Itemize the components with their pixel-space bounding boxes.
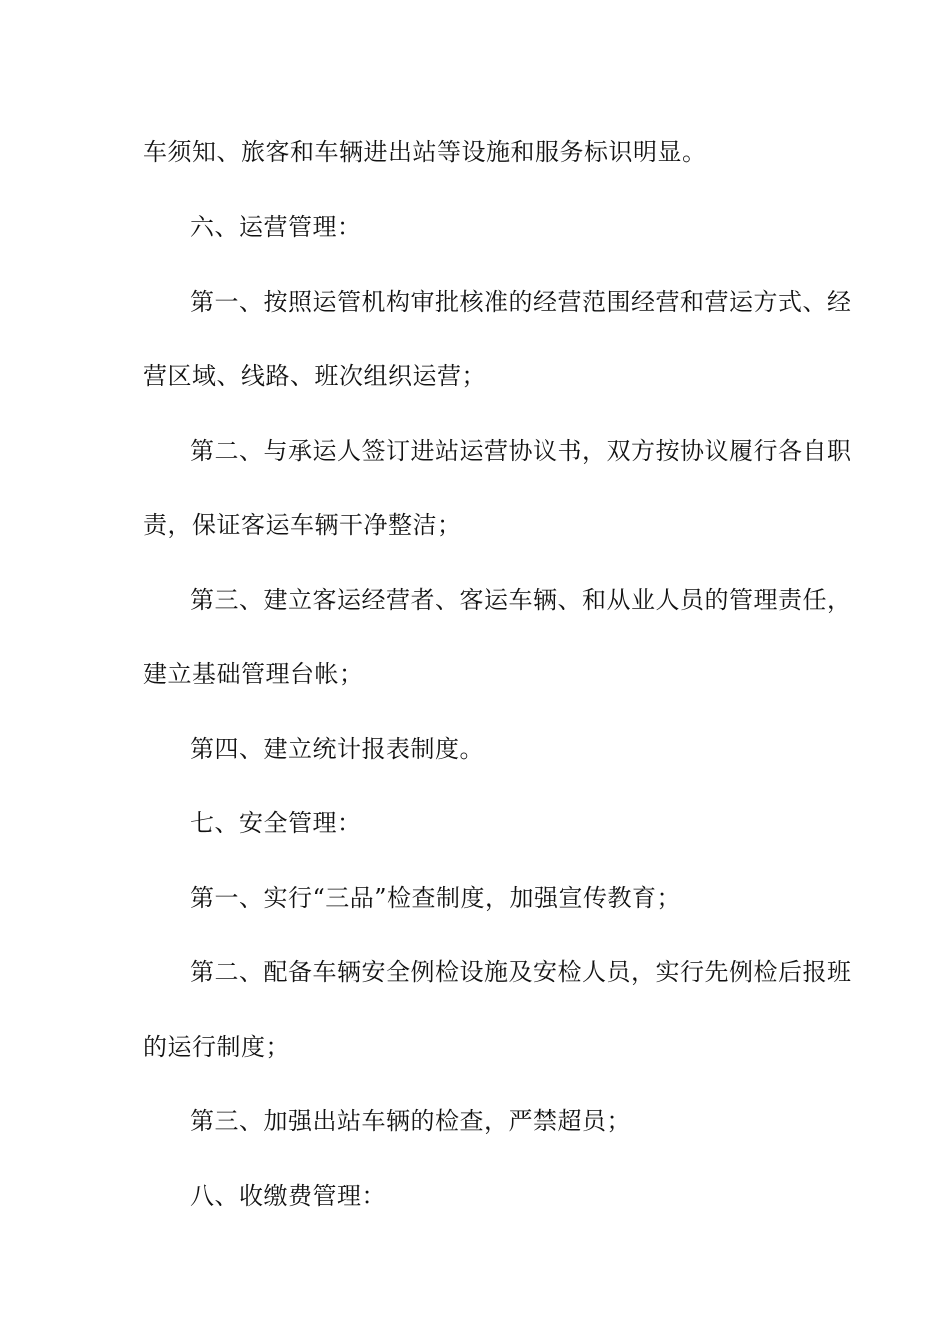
paragraph-line: 第四、建立统计报表制度。 [190, 735, 484, 763]
section-heading: 六、运营管理： [190, 213, 362, 241]
paragraph-line: 第二、配备车辆安全例检设施及安检人员，实行先例检后报班 [190, 958, 852, 986]
section-heading: 八、收缴费管理： [190, 1182, 386, 1210]
paragraph-line: 车须知、旅客和车辆进出站等设施和服务标识明显。 [143, 138, 707, 166]
paragraph-line: 的运行制度； [143, 1033, 290, 1061]
paragraph-line: 第二、与承运人签订进站运营协议书，双方按协议履行各自职 [190, 437, 852, 465]
paragraph-line: 责，保证客运车辆干净整洁； [143, 511, 462, 539]
paragraph-line: 第三、加强出站车辆的检查，严禁超员； [190, 1107, 631, 1135]
paragraph-line: 第一、按照运管机构审批核准的经营范围经营和营运方式、经 [190, 288, 852, 316]
paragraph-line: 第三、建立客运经营者、客运车辆、和从业人员的管理责任， [190, 586, 852, 614]
paragraph-line: 第一、实行“三品”检查制度，加强宣传教育； [190, 884, 682, 912]
section-heading: 七、安全管理： [190, 809, 362, 837]
paragraph-line: 建立基础管理台帐； [143, 660, 364, 688]
paragraph-line: 营区域、线路、班次组织运营； [143, 362, 486, 390]
